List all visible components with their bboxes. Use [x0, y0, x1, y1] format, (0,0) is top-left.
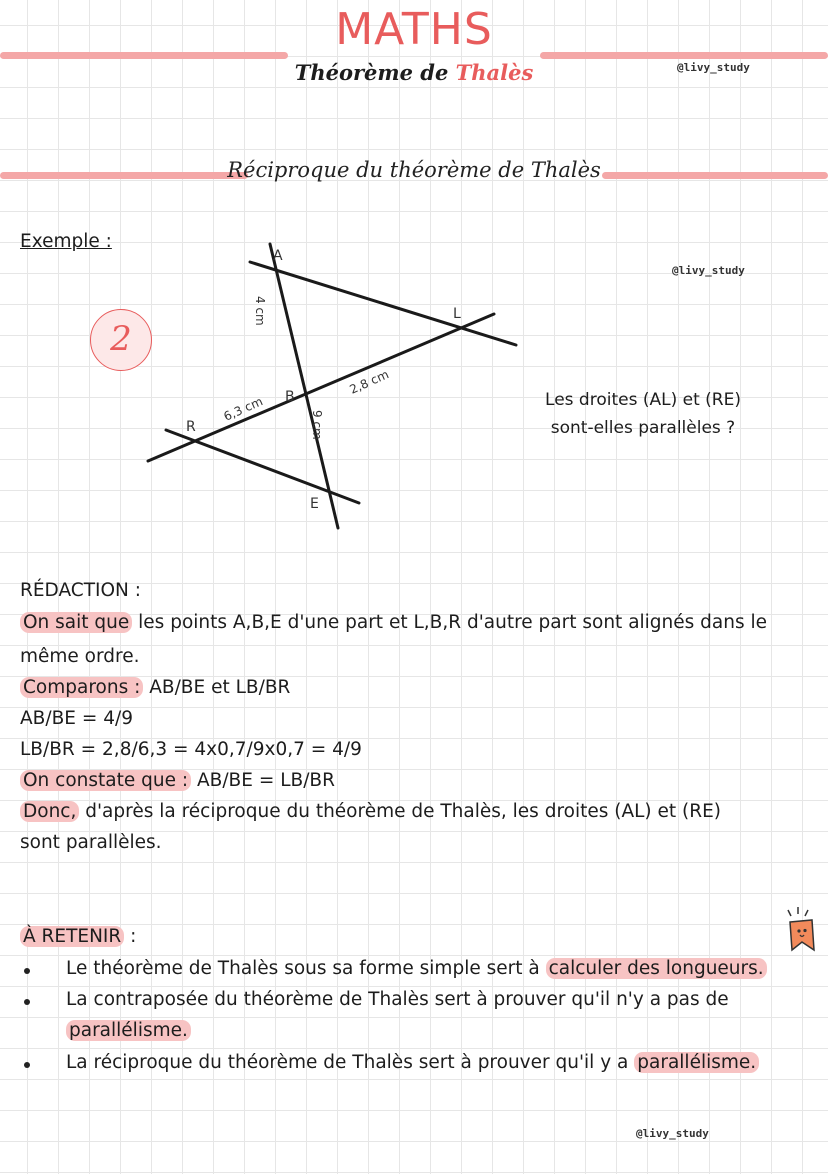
- retenir-bullet-3: [66, 1052, 759, 1073]
- point-a-label: A: [273, 248, 283, 264]
- question-line-2: sont-elles parallèles ?: [550, 418, 736, 438]
- point-b-label: B: [285, 389, 295, 405]
- point-e-label: E: [310, 496, 319, 512]
- line-re: [166, 430, 359, 503]
- redaction-line-3: [20, 677, 290, 698]
- highlight-parallelisme-2: parallélisme.: [634, 1052, 759, 1073]
- thales-diagram: [0, 0, 828, 560]
- highlight-on-constate-que: On constate que :: [20, 770, 191, 791]
- highlight-on-sait-que: On sait que: [20, 612, 132, 633]
- redaction-line-4: AB/BE = 4/9: [20, 708, 133, 729]
- redaction-line-6: [20, 770, 335, 791]
- section-title: Réciproque du théorème de Thalès: [227, 158, 601, 182]
- header-handle: @livy_study: [677, 61, 750, 74]
- highlight-calculer-longueurs: calculer des longueurs.: [546, 958, 767, 979]
- redaction-line-1: [20, 612, 767, 633]
- subtitle-prefix: Théorème de: [294, 60, 449, 85]
- redaction-line-5: LB/BR = 2,8/6,3 = 4x0,7/9x0,7 = 4/9: [20, 739, 362, 760]
- highlight-donc: Donc,: [20, 801, 79, 822]
- redaction-line-3-text: AB/BE et LB/BR: [143, 677, 291, 698]
- retenir-bullet-1: [66, 958, 767, 979]
- bullet-3-dot: [24, 1062, 30, 1068]
- retenir-heading-colon: :: [124, 926, 137, 947]
- bullet-1-dot: [24, 968, 30, 974]
- highlight-parallelisme-1: parallélisme.: [66, 1020, 191, 1041]
- bookmark-doodle-icon: [780, 906, 820, 954]
- highlight-a-retenir: À RETENIR: [20, 926, 124, 947]
- bullet-1-text: Le théorème de Thalès sous sa forme simple sert à: [66, 958, 546, 979]
- redaction-heading: RÉDACTION :: [20, 580, 141, 601]
- measure-br: 6,3 cm: [221, 394, 265, 424]
- highlight-comparons: Comparons :: [20, 677, 143, 698]
- bullet-2-dot: [24, 999, 30, 1005]
- retenir-heading: [20, 926, 136, 947]
- redaction-line-2: même ordre.: [20, 646, 140, 667]
- example-number: 2: [110, 319, 132, 359]
- redaction-line-8: sont parallèles.: [20, 832, 162, 853]
- bullet-3-text: La réciproque du théorème de Thalès sert à prouver qu'il y a: [66, 1052, 635, 1073]
- redaction-line-7-text: d'après la réciproque du théorème de Thalès, les droites (AL) et (RE): [79, 801, 722, 822]
- page-title: MATHS: [335, 4, 493, 55]
- example-label: Exemple :: [20, 231, 112, 252]
- point-r-label: R: [186, 419, 196, 435]
- redaction-line-6-text: AB/BE = LB/BR: [191, 770, 335, 791]
- point-l-label: L: [453, 306, 461, 322]
- question-line-1: Les droites (AL) et (RE): [545, 390, 741, 410]
- redaction-line-1-text: les points A,B,E d'une part et L,B,R d'autre part sont alignés dans le: [132, 612, 768, 633]
- retenir-bullet-2-cont: [66, 1020, 191, 1041]
- measure-bl: 2,8 cm: [347, 367, 391, 397]
- example-handle: @livy_study: [672, 264, 745, 277]
- retenir-bullet-2: La contraposée du théorème de Thalès sert à prouver qu'il n'y a pas de: [66, 989, 729, 1010]
- example-question: [520, 386, 766, 442]
- redaction-line-7: [20, 801, 721, 822]
- subtitle-accent: Thalès: [455, 60, 534, 85]
- measure-be: 9 cm: [310, 410, 324, 440]
- footer-handle: @livy_study: [636, 1127, 709, 1140]
- measure-ab: 4 cm: [253, 296, 267, 326]
